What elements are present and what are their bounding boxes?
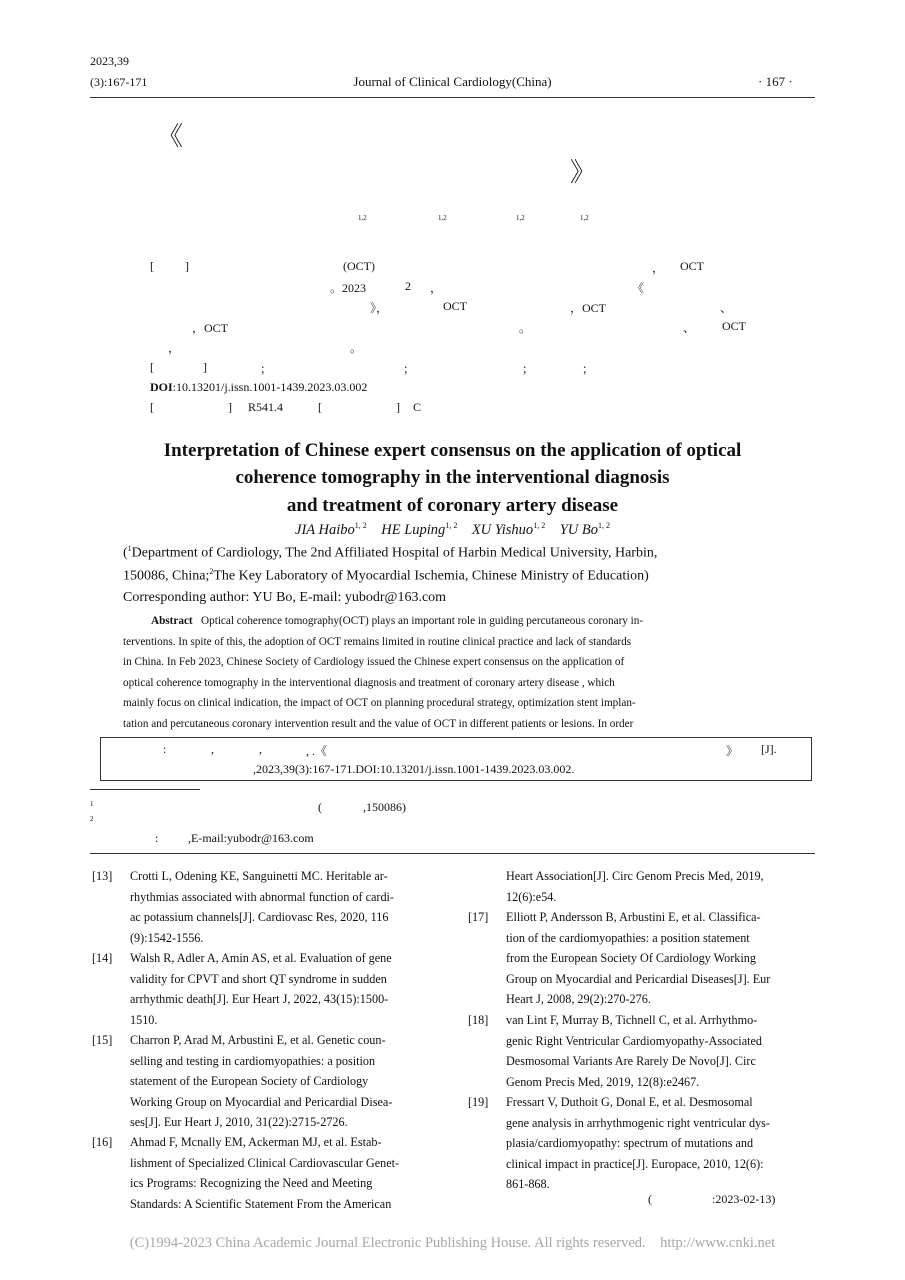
class-code-label-close: ] [228,400,232,414]
reference-item: [18] van Lint F, Murray B, Tichnell C, et al. Arrhythmo- genic Right Ventricular Cardiomyopathy-Associated Desmosomal Variants Are Rarely De Novo[J]. Circ Genom Precis Med, 2019, 12(8):e2467. [468,1010,813,1092]
abstract-line: optical coherence tomography in the interventional diagnosis and treatment of coronary artery disease , which [123,676,615,689]
en-title-line-3: and treatment of coronary artery disease [286,495,619,516]
citation-fragment: 》 [726,744,739,758]
cn-abstract-text: 2 [405,279,411,293]
class-code-value: R541.4 [248,400,284,414]
affiliation-line-2: 150086, China;$^2$The Key Laboratory of Myocardial Ischemia, Chinese Ministry of Education) [123,567,649,584]
cnki-watermark: (C)1994-2023 China Academic Journal Electronic Publishing House. All rights reserved. http://www.cnki.net [129,1235,776,1251]
cn-abstract-text: 。 [519,321,532,335]
reference-number: [15] [92,1033,113,1047]
reference-item: [15] Charron P, Arad M, Arbustini E, et al. Genetic coun- selling and testing in cardiomyopathies: a position statement of the European Society of Cardiology Working Group on Myocardial and Pericardial Disea- ses[J]. Eur Heart J, 2010, 31(22):2715-2726. [92,1030,437,1133]
affiliation-line-1: ($^1$Department of Cardiology, The 2nd Affiliated Hospital of Harbin Medical University, Harbin, [123,544,658,561]
reference-number: [17] [468,910,489,924]
header-journal-name: Journal of Clinical Cardiology(China) [353,74,552,89]
en-author: XU Yishuo$^{1, 2}$ [471,521,546,538]
reference-number: [18] [468,1013,489,1027]
cn-abstract-text: ， [430,281,443,295]
cn-abstract-text: 。2023 [330,281,367,295]
cn-author-affil-mark: 1,2 [516,214,525,222]
reference-item: [13] Crotti L, Odening KE, Sanguinetti MC. Heritable ar- rhythmias associated with abnormal function of cardi- ac potassium channels[J]. Cardiovasc Res, 2020, 116 (9):1542-1556. [92,866,437,948]
cn-keywords-label-close: ] [203,360,207,374]
cn-author-affil-mark: 1,2 [358,214,367,222]
header-issue-pages: (3):167-171 [90,75,148,89]
citation-fragment: : [163,742,167,756]
citation-fragment: , .《 [306,744,328,758]
cn-author-affil-mark: 1,2 [580,214,589,222]
reference-item: [16] Ahmad F, Mcnally EM, Ackerman MJ, et al. Estab- lishment of Specialized Clinical Cardiovascular Genet- ics Programs: Recognizing the Need and Meeting Standards: A Scientific Statement From the American [92,1132,437,1214]
reference-item: [19] Fressart V, Duthoit G, Donal E, et al. Desmosomal gene analysis in arrhythmogenic right ventricular dys- plasia/cardiomyopathy: spectrum of mutations and clinical impact in practice[J]. Europace, 2010, 12(6): 861-868. [468,1092,813,1195]
footnote-email: ,E-mail:yubodr@163.com [188,831,314,845]
citation-fragment: , [211,742,214,756]
cn-abstract-text: ，OCT [192,321,229,335]
header-rule [90,97,815,98]
header-year-volume: 2023,39 [90,54,129,68]
footnote-text: ( [318,800,322,814]
cn-keyword-separator: ； [522,362,535,376]
footnote-mark: 2 [90,815,94,823]
reference-number: [14] [92,951,113,965]
cn-keywords-label-open: [ [150,360,154,374]
cn-abstract-text: 》， [370,301,389,315]
cn-keyword-separator: ； [582,362,595,376]
footnote-rule [90,789,200,790]
received-date: :2023-02-13) [712,1192,776,1206]
cn-keyword-separator: ； [260,362,273,376]
abstract-line: tation and percutaneous coronary intervention result and the value of OCT in different patients or lesions. In order [123,717,634,730]
footnote-mark: 1 [90,800,94,808]
received-date-open: ( [648,1192,652,1206]
cn-keyword-separator: ； [403,362,416,376]
cn-abstract-text: 《 [632,281,645,295]
abstract-label: Abstract [151,615,193,627]
en-title-line-1: Interpretation of Chinese expert consensus on the application of optical [163,440,742,461]
doc-code-label-open: [ [318,400,322,414]
section-rule [90,853,815,854]
en-author: HE Luping$^{1, 2}$ [381,521,458,538]
abstract-line-1: Abstract Optical coherence tomography(OCT) plays an important role in guiding percutaneous coronary in- [151,615,644,627]
cn-abstract-text: OCT [443,299,467,313]
reference-number: [16] [92,1135,113,1149]
cn-title-close-bracket: 》 [570,158,597,187]
cn-abstract-text: 。 [350,341,363,355]
header-page-number: · 167 · [758,74,793,89]
en-author: YU Bo$^{1, 2}$ [559,521,610,538]
en-author: JIA Haibo$^{1, 2}$ [295,521,367,538]
citation-box [100,737,812,781]
doc-code-value: C [413,400,422,414]
cn-abstract-text: 、 [720,301,733,315]
reference-number: [19] [468,1095,489,1109]
corresponding-author: Corresponding author: YU Bo, E-mail: yubodr@163.com [123,590,447,605]
cn-abstract-text: OCT [722,319,746,333]
cn-abstract-label-close: ] [185,259,189,273]
en-author-list [0,521,905,539]
cn-title-open-bracket: 《 [157,122,184,151]
class-code-label-open: [ [150,400,154,414]
reference-item: Heart Association[J]. Circ Genom Precis Med, 2019, 12(6):e54. [506,869,764,904]
citation-fragment: [J]. [761,742,777,756]
citation-line-2: ,2023,39(3):167-171.DOI:10.13201/j.issn.1001-1439.2023.03.002. [253,762,575,776]
cn-abstract-text: OCT [680,259,704,273]
doc-code-label-close: ] [396,400,400,414]
footnote-colon: : [155,831,159,845]
en-title-line-2: coherence tomography in the interventional diagnosis [235,467,670,488]
cn-abstract-text: ， [168,341,181,355]
cn-abstract-text: (OCT) [343,259,375,273]
doi-value: :10.13201/j.issn.1001-1439.2023.03.002 [172,380,368,394]
cn-abstract-label-open: [ [150,259,154,273]
doi-line [150,380,367,395]
cn-abstract-text: ， [652,261,665,275]
reference-item: [14] Walsh R, Adler A, Amin AS, et al. Evaluation of gene validity for CPVT and short QT syndrome in sudden arrhythmic death[J]. Eur Heart J, 2022, 43(15):1500- 1510. [92,948,437,1030]
abstract-line: terventions. In spite of this, the adoption of OCT remains limited in routine clinical practice and lack of standards [123,635,632,648]
reference-number: [13] [92,869,113,883]
reference-item: [17] Elliott P, Andersson B, Arbustini E, et al. Classifica- tion of the cardiomyopathies: a position statement from the European Society Of Cardiology Working Group on Myocardial and Pericardial Diseases[J]. Eur Heart J, 2008, 29(2):270-276. [468,907,813,1010]
en-abstract [123,611,783,734]
cn-abstract-text: 、 [683,321,696,335]
abstract-line: in China. In Feb 2023, Chinese Society of Cardiology issued the Chinese expert consensus on the application of [123,656,625,668]
citation-fragment: , [259,742,262,756]
footnote-postcode: ,150086) [363,800,406,814]
doi-label: DOI [150,380,173,394]
abstract-line: mainly focus on clinical indication, the impact of OCT on planning procedural strategy, optimization stent implan- [123,697,636,709]
cn-author-affil-mark: 1,2 [438,214,447,222]
cn-abstract-text: ，OCT [570,301,607,315]
